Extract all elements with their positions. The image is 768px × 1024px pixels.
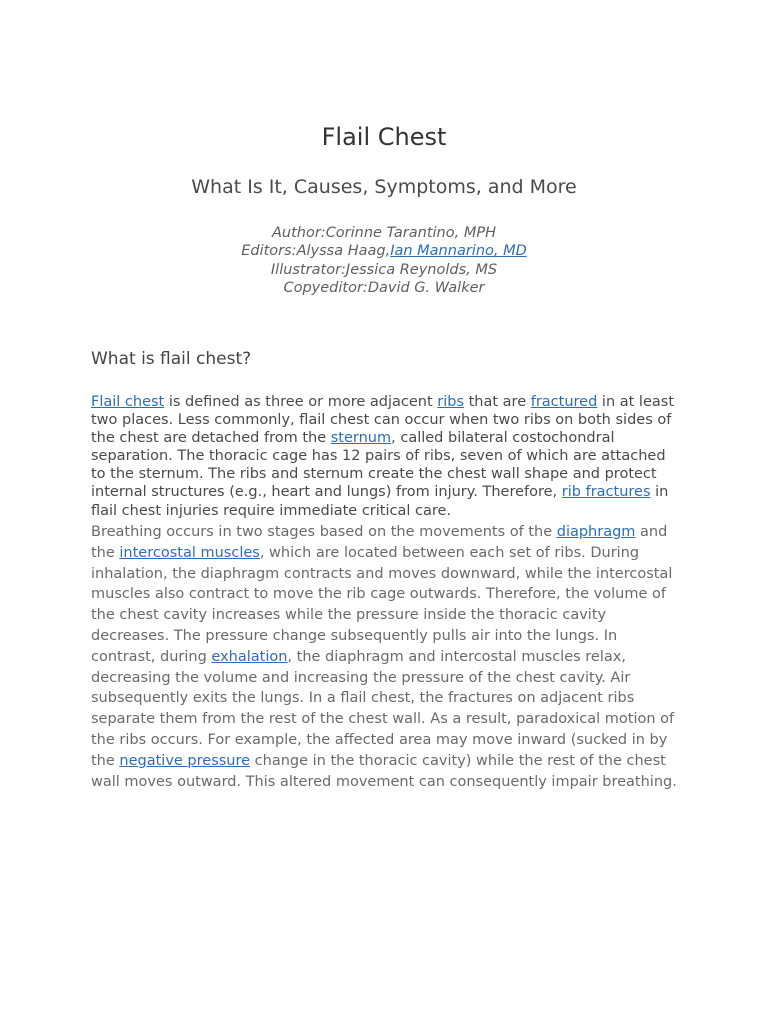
link-intercostal-muscles[interactable]: intercostal muscles (119, 544, 260, 561)
paragraph-breathing (91, 522, 681, 792)
link-negative-pressure[interactable]: negative pressure (119, 752, 251, 769)
section-heading: What is flail chest? (91, 349, 252, 369)
page-title: Flail Chest (321, 123, 447, 151)
copyeditor-label: Copyeditor: (283, 279, 368, 296)
author-name: Corinne Tarantino, MPH (325, 225, 496, 241)
paragraph-text: in flail chest injuries require immediate critical care. (91, 484, 669, 519)
copyeditor-line (0, 279, 768, 297)
author-line (0, 224, 768, 242)
paragraph-text: , called bilateral costochondral separation. The thoracic cage has 12 pairs of ribs, seven of which are attached to the sternum. The ribs and sternum create the chest wall shape and protect internal structures (e.g., heart and lungs) from injury. Therefore, (91, 430, 666, 501)
illustrator-line (0, 261, 768, 279)
editor-link[interactable]: Ian Mannarino, MD (390, 243, 527, 260)
paragraph-text: , which are located between each set of ribs. During inhalation, the diaphragm contracts and moves downward, while the intercostal muscles also contract to move the rib cage outwards. Therefore, the volume of the chest cavity increases while the pressure inside the thoracic cavity decreases. The pressure change subsequently pulls air into the lungs. In contrast, during (91, 544, 673, 665)
paragraph-text: that are (464, 394, 531, 410)
paragraph-text: Breathing occurs in two stages based on the movements of the (91, 524, 557, 540)
editors-label: Editors: (241, 243, 297, 260)
page-subtitle: What Is It, Causes, Symptoms, and More (191, 176, 577, 198)
editor-name: Alyssa Haag, (296, 243, 391, 260)
link-ribs[interactable]: ribs (437, 394, 464, 410)
illustrator-name: Jessica Reynolds, MS (345, 261, 498, 278)
paragraph-text: and the (91, 524, 668, 561)
link-exhalation[interactable]: exhalation (211, 648, 288, 665)
link-flail-chest[interactable]: Flail chest (91, 394, 165, 410)
editors-line (0, 242, 768, 260)
paragraph-text: is defined as three or more adjacent (164, 394, 438, 410)
link-diaphragm[interactable]: diaphragm (556, 524, 636, 540)
link-rib-fractures[interactable]: rib fractures (561, 484, 651, 501)
link-fractured[interactable]: fractured (530, 394, 598, 410)
credits-block (0, 224, 768, 297)
paragraph-text: , the diaphragm and intercostal muscles relax, decreasing the volume and increasing the pressure of the chest cavity. Air subsequently exits the lungs. In a flail chest, the fractures on adjacent ribs separate them from the rest of the chest wall. As a result, paradoxical motion of the ribs occurs. For example, the affected area may move inward (sucked in by the (91, 648, 675, 769)
author-label: Author: (271, 225, 326, 241)
copyeditor-name: David G. Walker (367, 279, 485, 296)
paragraph-text: change in the thoracic cavity) while the rest of the chest wall moves outward. This altered movement can consequently impair breathing. (91, 752, 677, 790)
paragraph-definition (91, 393, 681, 520)
paragraph-text: in at least two places. Less commonly, flail chest can occur when two ribs on both sides of the chest are detached from the (91, 394, 675, 447)
link-sternum[interactable]: sternum (330, 430, 392, 447)
illustrator-label: Illustrator: (270, 261, 346, 278)
